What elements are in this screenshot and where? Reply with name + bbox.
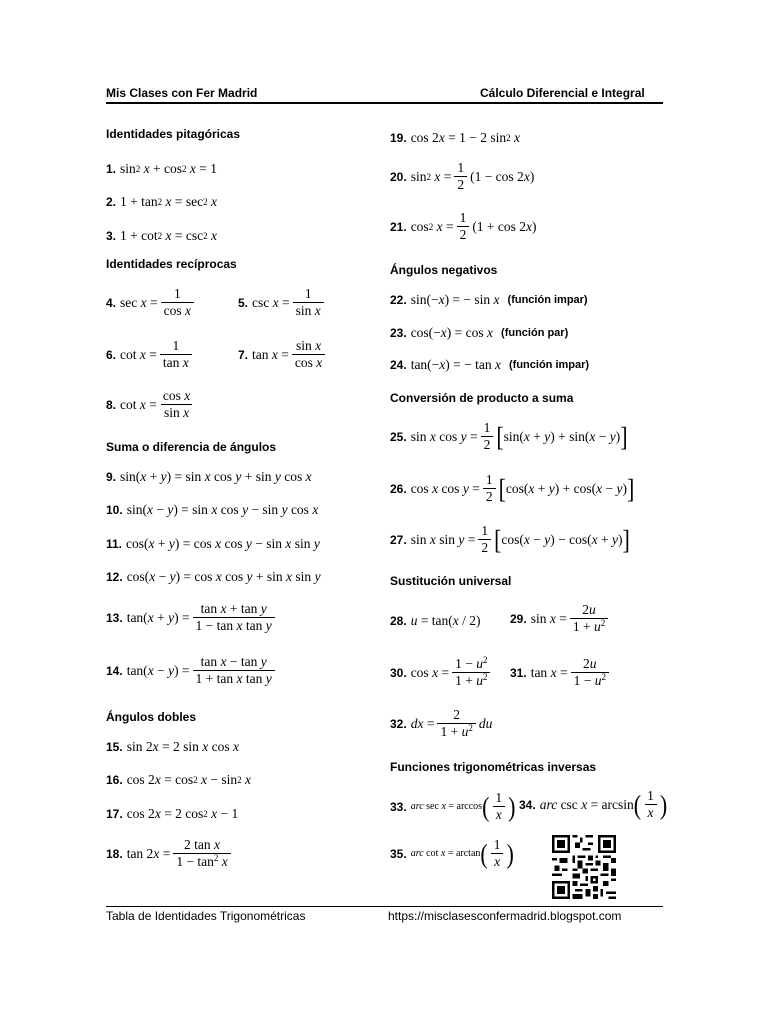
formula-23: 23. cos(− x ) = cos x (función par) <box>390 325 569 340</box>
section-pitagoricas: Identidades pitagóricas <box>106 127 241 141</box>
formula-number: 15. <box>106 740 123 754</box>
formula-number: 32. <box>390 716 407 731</box>
formula-number: 21. <box>390 219 407 234</box>
section-dobles: Ángulos dobles <box>106 710 196 724</box>
formula-35: 35. arc cot x = arctan ( $\frac{1}{x}$ ) <box>390 837 514 870</box>
formula-number: 19. <box>390 131 407 145</box>
formula-16: 16. cos 2 x = cos 2 x − sin 2 x <box>106 772 252 787</box>
footer-url-link[interactable]: https://misclasesconfermadrid.blogspot.com <box>388 909 622 923</box>
formula-number: 26. <box>390 481 407 496</box>
formula-9: 9. sin( x + y ) = sin x cos y + sin y cos x <box>106 469 312 484</box>
formula-18: 18. tan 2 x = $\frac{\text{2 tan x}}{1 - \tan^2 x}$ <box>106 838 234 869</box>
formula-number: 27. <box>390 532 407 547</box>
formula-number: 3. <box>106 229 117 243</box>
formula-22: 22. sin(− x ) = − sin x (función impar) <box>390 292 588 307</box>
formula-number: 31. <box>510 665 527 680</box>
formula-number: 6. <box>106 347 117 362</box>
function-parity-note: (función impar) <box>509 359 590 371</box>
header-right: Cálculo Diferencial e Integral <box>480 86 645 100</box>
formula-number: 8. <box>106 397 117 412</box>
formula-4: 4. sec x = $\frac{1}{\text{cos x}}$ <box>106 287 197 318</box>
formula-number: 22. <box>390 293 407 307</box>
formula-5: 5. csc x = $\frac{1}{\text{sin x}}$ <box>238 287 327 318</box>
formula-number: 9. <box>106 470 117 484</box>
formula-10: 10. sin( x − y ) = sin x cos y − sin y cos x <box>106 502 319 517</box>
formula-number: 25. <box>390 429 407 444</box>
section-inversas: Funciones trigonométricas inversas <box>390 760 597 774</box>
qr-code-icon <box>552 835 616 899</box>
formula-number: 20. <box>390 169 407 184</box>
formula-34: 34. arc csc x = arcsin ( $\frac{1}{x}$ ) <box>519 788 668 821</box>
formula-31: 31. tan x = $\frac{2u}{1 - u^2}$ <box>510 657 612 688</box>
formula-number: 33. <box>390 799 407 814</box>
formula-number: 4. <box>106 295 117 310</box>
formula-number: 12. <box>106 570 123 584</box>
formula-number: 17. <box>106 807 123 821</box>
formula-15: 15. sin 2 x = 2 sin x cos x <box>106 739 239 754</box>
formula-21: 21. cos 2 x = $\frac{1}{2}$ (1 + cos 2 x ) <box>390 210 537 243</box>
formula-number: 7. <box>238 347 249 362</box>
formula-3: 3. 1 + cot 2 x = csc 2 x <box>106 228 217 243</box>
formula-number: 29. <box>510 611 527 626</box>
formula-number: 16. <box>106 773 123 787</box>
formula-28: 28. u = tan( x / 2) <box>390 613 481 628</box>
formula-29: 29. sin x = $\frac{2u}{1 + u^2}$ <box>510 603 611 634</box>
formula-8: 8. cot x = $\frac{\text{cos x}}{\text{sin x}}$ <box>106 388 191 421</box>
formula-7: 7. tan x = $\frac{\text{sin x}}{\text{cos x}}$ <box>238 339 328 370</box>
formula-number: 10. <box>106 503 123 517</box>
formula-13: 13. tan( x + y ) = $\frac{\text{tan x + tan y}}{\text{1 − tan x tan y}}$ <box>106 602 278 633</box>
formula-number: 28. <box>390 614 407 628</box>
section-sustitucion: Sustitución universal <box>390 574 512 588</box>
header-left: Mis Clases con Fer Madrid <box>106 86 258 100</box>
header-rule <box>106 102 663 104</box>
formula-27: 27. sin x sin y = $\frac{1}{2}$ [ cos( x − y ) − cos( x + y ) ] <box>390 523 630 556</box>
formula-24: 24. tan(− x ) = − tan x (función impar) <box>390 357 590 372</box>
formula-2: 2. 1 + tan 2 x = sec 2 x <box>106 194 217 209</box>
section-producto-suma: Conversión de producto a suma <box>390 391 574 405</box>
formula-number: 30. <box>390 665 407 680</box>
formula-number: 11. <box>106 537 123 551</box>
formula-26: 26. cos x cos y = $\frac{1}{2}$ [ cos( x + y ) + cos( x − y ) ] <box>390 472 635 505</box>
section-suma-diferencia: Suma o diferencia de ángulos <box>106 440 277 454</box>
formula-number: 14. <box>106 663 123 678</box>
section-reciprocas: Identidades recíprocas <box>106 257 237 271</box>
formula-number: 23. <box>390 326 407 340</box>
formula-number: 13. <box>106 610 123 625</box>
formula-14: 14. tan( x − y ) = $\frac{\text{tan x − tan y}}{\text{1 + tan x tan y}}$ <box>106 655 278 686</box>
formula-number: 1. <box>106 162 117 176</box>
formula-25: 25. sin x cos y = $\frac{1}{2}$ [ sin( x + y ) + sin( x − y ) ] <box>390 420 628 453</box>
formula-number: 34. <box>519 797 536 812</box>
formula-30: 30. cos x = $\frac{1 - u^2}{1 + u^2}$ <box>390 657 493 688</box>
footer-rule <box>106 906 663 907</box>
formula-6: 6. cot x = $\frac{1}{\text{tan x}}$ <box>106 339 195 370</box>
formula-17: 17. cos 2 x = 2 cos 2 x − 1 <box>106 806 239 821</box>
formula-number: 5. <box>238 295 249 310</box>
formula-number: 2. <box>106 195 117 209</box>
formula-19: 19. cos 2 x = 1 − 2 sin 2 x <box>390 130 521 145</box>
function-parity-note: (función impar) <box>507 294 588 306</box>
formula-1: 1. sin 2 x + cos 2 x = 1 <box>106 161 218 176</box>
formula-number: 35. <box>390 846 407 861</box>
footer-left: Tabla de Identidades Trigonométricas <box>106 909 306 923</box>
formula-12: 12. cos( x − y ) = cos x cos y + sin x sin y <box>106 569 321 584</box>
formula-33: 33. arc sec x = arccos ( $\frac{1}{x}$ ) <box>390 790 516 823</box>
formula-32: 32. dx = $\frac{2}{1 + u^2}$ du <box>390 707 493 740</box>
formula-number: 24. <box>390 358 407 372</box>
formula-20: 20. sin 2 x = $\frac{1}{2}$ (1 − cos 2 x ) <box>390 160 535 193</box>
formula-number: 18. <box>106 846 123 861</box>
section-negativos: Ángulos negativos <box>390 263 498 277</box>
function-parity-note: (función par) <box>501 327 569 339</box>
formula-11: 11. cos( x + y ) = cos x cos y − sin x sin y <box>106 536 320 551</box>
